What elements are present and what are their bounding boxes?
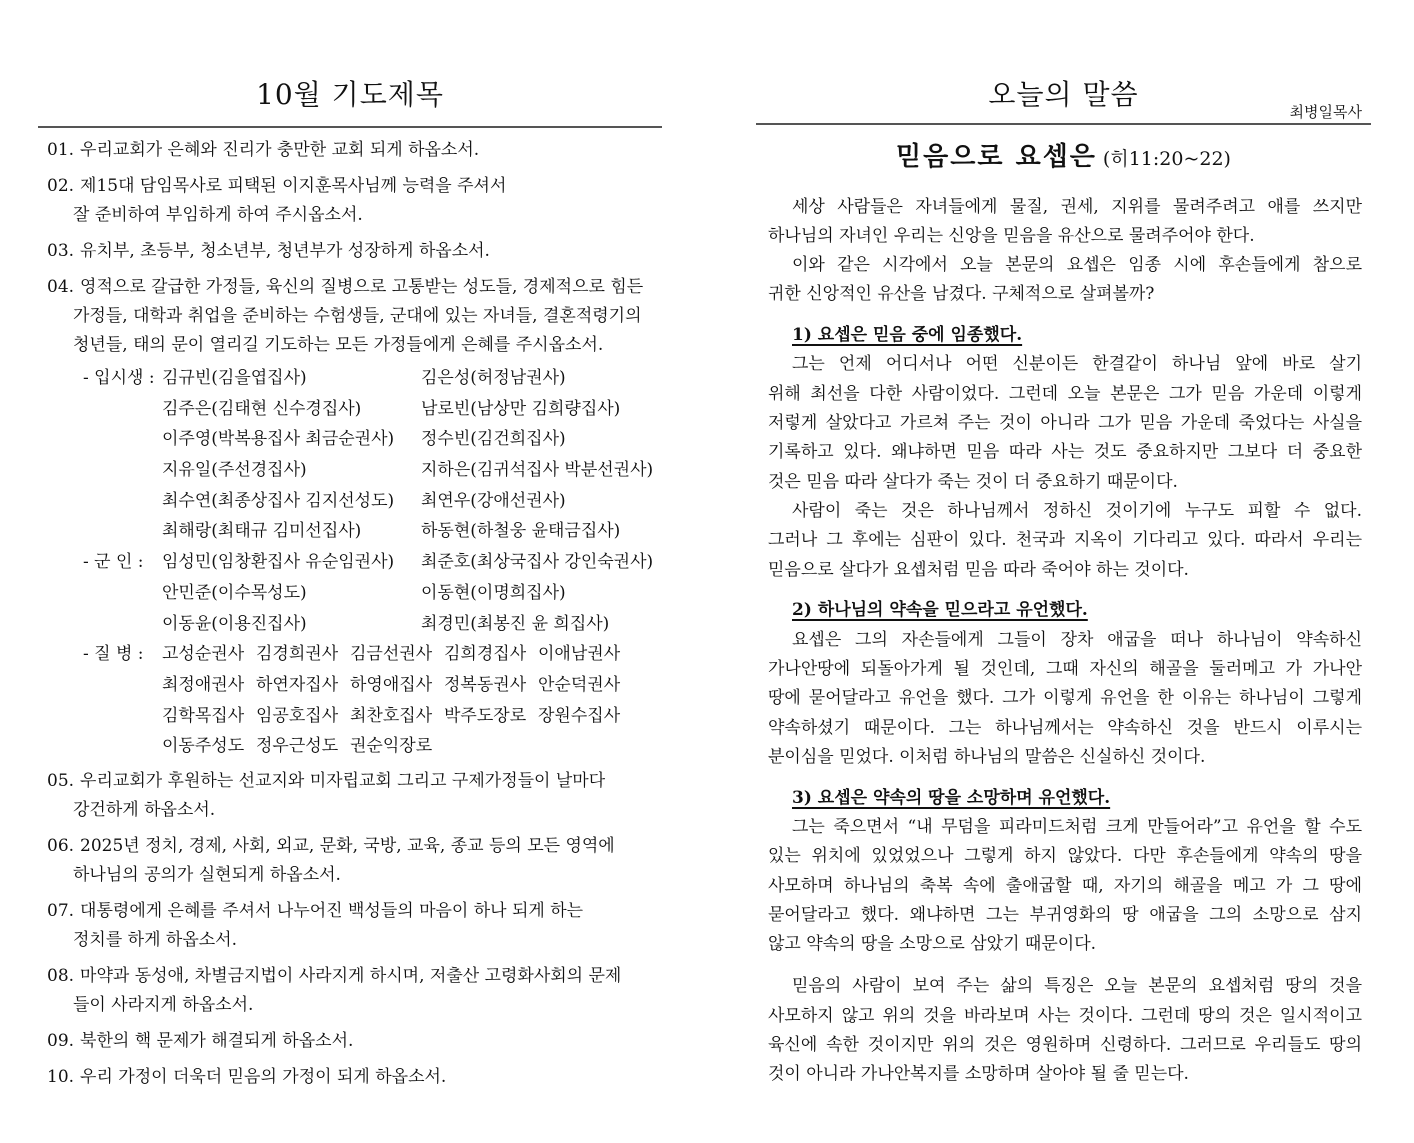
prayer-item: [47, 832, 667, 890]
prayer-item: [47, 136, 667, 165]
sermon-line: 저렇게 살았다고 가르쳐 주는 것이 아니라 그가 믿음 가운데 죽었다는 사실을: [768, 413, 1362, 434]
member-name: 고성순권사: [162, 644, 245, 665]
prayer-line: [47, 962, 667, 991]
prayer-text: 하나님의 공의가 실현되게 하옵소서.: [73, 864, 341, 885]
group-row: [47, 609, 667, 640]
prayer-text: 마약과 동성애, 차별금지법이 사라지게 하시며, 저출산 고령화사회의 문제: [80, 965, 622, 986]
group-label: [83, 455, 162, 486]
scripture-reference: (히11:20~22): [1102, 148, 1231, 170]
member-name: 지유일(주선경집사): [162, 460, 307, 481]
member-name: 최준호(최상국집사 강인숙권사): [421, 552, 654, 573]
group-row: [47, 731, 667, 762]
sermon-line: 묻어달라고 했다. 왜냐하면 그는 부귀영화의 땅 애굽을 그의 소망으로 삼지: [768, 904, 1362, 925]
prayer-item: [47, 273, 667, 762]
prayer-text: 청년들, 태의 문이 열리길 기도하는 모든 가정들에게 은혜를 주시옵소서.: [73, 335, 604, 355]
item-number: 07.: [47, 900, 75, 921]
item-number: 04.: [47, 277, 75, 297]
group-row: [47, 455, 667, 486]
point-heading: 1) 요셉은 믿음 중에 임종했다.: [792, 325, 1023, 346]
item-number: 06.: [47, 835, 75, 856]
prayer-line: [47, 273, 667, 302]
group-label: - 입시생 :: [83, 368, 155, 388]
member-name: 최수연(최종상집사 김지선성도): [162, 490, 395, 511]
prayer-text: 대통령에게 은혜를 주셔서 나누어진 백성들의 마음이 하나 되게 하는: [80, 900, 584, 921]
member-name: 이애남권사: [538, 644, 621, 665]
prayer-line: [47, 331, 667, 360]
member-name: 권순익장로: [350, 736, 433, 757]
sermon-line: 귀한 신앙적인 유산을 남겼다. 구체적으로 살펴볼까?: [768, 284, 1155, 305]
item-number: 10.: [47, 1066, 75, 1087]
member-name: 장원수집사: [538, 705, 621, 726]
prayer-topics-list: [47, 136, 667, 1099]
group-row: [47, 547, 667, 578]
member-name: 정우근성도: [256, 736, 339, 757]
prayer-text: 가정들, 대학과 취업을 준비하는 수험생들, 군대에 있는 자녀들, 결혼적령기의: [73, 306, 642, 326]
item-number: 02.: [47, 176, 75, 196]
member-name: 김은성(허정남권사): [421, 368, 566, 388]
prayer-group: [47, 363, 667, 547]
prayer-name-groups: [47, 363, 667, 762]
member-name: 최정애권사: [162, 674, 245, 695]
member-name: 최경민(최봉진 윤 희집사): [421, 613, 610, 634]
sermon-point: [768, 784, 1362, 960]
sermon-line: 사람이 죽는 것은 하나님께서 정하신 것이기에 누구도 피할 수 없다.: [792, 500, 1362, 521]
sermon-line: 사모하며 하나님의 축복 속에 출애굽할 때, 자기의 해골을 메고 가 그 땅에: [768, 875, 1362, 896]
group-row: [47, 394, 667, 425]
group-label: [83, 394, 162, 425]
conclusion-paragraph: [768, 972, 1362, 1089]
prayer-item: [47, 1027, 667, 1056]
group-label: [83, 516, 162, 547]
group-label: [83, 731, 162, 762]
sermon-line: 그러나 그 후에는 심판이 있다. 천국과 지옥이 기다리고 있다. 따라서 우리는: [768, 530, 1362, 551]
right-title-divider: [756, 123, 1371, 125]
member-name: 김주은(김태현 신수경집사): [162, 398, 362, 419]
prayer-text: 2025년 정치, 경제, 사회, 외교, 문화, 국방, 교육, 종교 등의 모든 영역에: [80, 835, 615, 856]
member-name: 임성민(임창환집사 유순임권사): [162, 552, 395, 573]
member-name: 김규빈(김을엽집사): [162, 368, 307, 388]
sermon-line: 약속하셨기 때문이다. 그는 하나님께서는 약속하신 것을 반드시 이루시는: [768, 717, 1362, 738]
member-name: 최찬호집사: [350, 705, 433, 726]
sermon-line: 분이심을 믿었다. 이처럼 하나님의 말씀은 신실하신 것이다.: [768, 746, 1206, 767]
point-heading: 3) 요셉은 약속의 땅을 소망하며 유언했다.: [792, 787, 1111, 808]
sermon-line: 것은 믿음 따라 살다가 죽는 것이 더 중요하기 때문이다.: [768, 471, 1178, 492]
sermon-line: 세상 사람들은 자녀들에게 물질, 권세, 지위를 물려주려고 애를 쓰지만: [792, 196, 1362, 217]
item-number: 05.: [47, 770, 75, 791]
group-label: - 군 인 :: [83, 552, 144, 573]
prayer-line: [47, 832, 667, 861]
sermon-line: 믿음으로 살다가 요셉처럼 믿음 따라 죽어야 하는 것이다.: [768, 559, 1189, 580]
point-paragraph: [768, 350, 1362, 496]
member-name: 정수빈(김건희집사): [421, 429, 566, 450]
sermon-header: [756, 140, 1371, 174]
group-row: [47, 363, 667, 394]
prayer-text: 우리교회가 은혜와 진리가 충만한 교회 되게 하옵소서.: [80, 140, 480, 160]
prayer-text: 우리 가정이 더욱더 믿음의 가정이 되게 하옵소서.: [80, 1066, 447, 1087]
member-name: 김학목집사: [162, 705, 245, 726]
sermon-line: 가나안땅에 되돌아가게 될 것인데, 그때 자신의 해골을 둘러메고 가 가나안: [768, 658, 1362, 679]
intro-paragraph: [768, 251, 1362, 310]
group-row: [47, 701, 667, 732]
group-row: [47, 516, 667, 547]
prayer-line: [47, 796, 667, 825]
prayer-line: [47, 201, 667, 230]
prayer-text: 북한의 핵 문제가 해결되게 하옵소서.: [80, 1030, 354, 1051]
member-name: 하동현(하철웅 윤태금집사): [421, 521, 621, 542]
sermon-line: 그는 죽으면서 “내 무덤을 피라미드처럼 크게 만들어라”고 유언을 할 수도: [792, 816, 1362, 837]
prayer-group: [47, 639, 667, 762]
group-label: [83, 701, 162, 732]
sermon-author: 최병일목사: [1289, 103, 1362, 121]
prayer-line: [47, 302, 667, 331]
prayer-line: [47, 861, 667, 890]
group-label: [83, 424, 162, 455]
sermon-line: 하나님의 자녀인 우리는 신앙을 믿음을 유산으로 물려주어야 한다.: [768, 225, 1255, 246]
prayer-text: 강건하게 하옵소서.: [73, 799, 216, 820]
member-name: 정복동권사: [444, 674, 527, 695]
group-row: [47, 486, 667, 517]
sermon-line: 사모하지 않고 위의 것을 바라보며 사는 것이다. 그런데 땅의 것은 일시적이고: [768, 1005, 1362, 1026]
prayer-item: [47, 897, 667, 955]
prayer-item: [47, 237, 667, 266]
member-name: 최해랑(최태규 김미선집사): [162, 521, 362, 542]
member-name: 하영애집사: [350, 674, 433, 695]
prayer-text: 유치부, 초등부, 청소년부, 청년부가 성장하게 하옵소서.: [80, 241, 490, 261]
todays-word-title: 오늘의 말씀: [988, 78, 1139, 111]
item-number: 01.: [47, 140, 75, 160]
sermon-line: 그는 언제 어디서나 어떤 신분이든 한결같이 하나님 앞에 바로 살기: [792, 354, 1362, 375]
sermon-line: 것이 아니라 가나안복지를 소망하며 살아야 될 줄 믿는다.: [768, 1064, 1189, 1085]
point-paragraph: [768, 813, 1362, 959]
sermon-line: 기록하고 있다. 왜냐하면 믿음 따라 사는 것도 중요하지만 그보다 더 중요한: [768, 442, 1362, 463]
prayer-line: [47, 991, 667, 1020]
member-name: 김희경집사: [444, 644, 527, 665]
prayer-item: [47, 962, 667, 1020]
prayer-line: [47, 926, 667, 955]
sermon-line: 믿음의 사람이 보여 주는 삶의 특징은 오늘 본문의 요셉처럼 땅의 것을: [792, 976, 1362, 997]
prayer-item: [47, 172, 667, 230]
sermon-body: [768, 193, 1362, 1090]
prayer-item: [47, 767, 667, 825]
intro-paragraph: [768, 193, 1362, 252]
group-label: [83, 578, 162, 609]
group-label: [83, 486, 162, 517]
prayer-topics-title: 10월 기도제목: [256, 78, 444, 111]
sermon-title: 믿음으로 요셉은: [896, 142, 1097, 172]
group-label: [83, 670, 162, 701]
sermon-line: 요셉은 그의 자손들에게 그들이 장차 애굽을 떠나 하나님이 약속하신: [792, 629, 1362, 650]
prayer-group: [47, 547, 667, 639]
member-name: 하연자집사: [256, 674, 339, 695]
prayer-text: 정치를 하게 하옵소서.: [73, 929, 238, 950]
member-name: 이동주성도: [162, 736, 245, 757]
sermon-line: 않고 약속의 땅을 소망으로 삼았기 때문이다.: [768, 934, 1097, 955]
member-name: 이동윤(이용진집사): [162, 613, 307, 634]
item-number: 03.: [47, 241, 75, 261]
group-label: [83, 609, 162, 640]
member-name: 이동현(이명희집사): [421, 582, 566, 603]
prayer-line: [47, 1027, 667, 1056]
prayer-line: [47, 1063, 667, 1092]
prayer-line: [47, 172, 667, 201]
member-name: 김경희권사: [256, 644, 339, 665]
prayer-text: 잘 준비하여 부임하게 하여 주시옵소서.: [73, 205, 363, 225]
prayer-line: [47, 237, 667, 266]
prayer-line: [47, 136, 667, 165]
member-name: 안순덕권사: [538, 674, 621, 695]
member-name: 지하은(김귀석집사 박분선권사): [421, 460, 654, 481]
prayer-line: [47, 897, 667, 926]
group-row: [47, 578, 667, 609]
sermon-point: [768, 321, 1362, 585]
group-row: [47, 639, 667, 670]
group-row: [47, 424, 667, 455]
sermon-line: 위해 최선을 다한 사람이었다. 그런데 오늘 본문은 그가 믿음 가운데 이렇게: [768, 383, 1362, 404]
prayer-text: 제15대 담임목사로 피택된 이지훈목사님께 능력을 주셔서: [80, 176, 507, 196]
member-name: 김금선권사: [350, 644, 433, 665]
item-number: 09.: [47, 1030, 75, 1051]
sermon-line: 이와 같은 시각에서 오늘 본문의 요셉은 임종 시에 후손들에게 참으로: [792, 255, 1362, 276]
point-paragraph: [768, 497, 1362, 585]
prayer-line: [47, 767, 667, 796]
sermon-line: 땅에 묻어달라고 유언을 했다. 그가 이렇게 유언을 한 이유는 하나님이 그렇게: [768, 688, 1362, 709]
sermon-line: 육신에 속한 것이지만 위의 것은 영원하며 신령하다. 그러므로 우리들도 땅의: [768, 1035, 1362, 1056]
member-name: 이주영(박복용집사 최금순권사): [162, 429, 395, 450]
prayer-text: 영적으로 갈급한 가정들, 육신의 질병으로 고통받는 성도들, 경제적으로 힘든: [80, 277, 644, 297]
point-paragraph: [768, 626, 1362, 772]
group-label: - 질 병 :: [83, 644, 144, 665]
prayer-text: 우리교회가 후원하는 선교지와 미자립교회 그리고 구제가정들이 날마다: [80, 770, 606, 791]
member-name: 최연우(강애선권사): [421, 490, 566, 511]
point-heading: 2) 하나님의 약속을 믿으라고 유언했다.: [792, 600, 1088, 621]
left-title-divider: [38, 126, 662, 128]
group-row: [47, 670, 667, 701]
sermon-line: 있는 위치에 있었었으나 그렇게 하지 않았다. 다만 후손들에게 약속의 땅을: [768, 846, 1362, 867]
item-number: 08.: [47, 965, 75, 986]
member-name: 박주도장로: [444, 705, 527, 726]
member-name: 임공호집사: [256, 705, 339, 726]
member-name: 남로빈(남상만 김희량집사): [421, 398, 621, 419]
sermon-point: [768, 596, 1362, 772]
prayer-text: 들이 사라지게 하옵소서.: [73, 994, 254, 1015]
prayer-item: [47, 1063, 667, 1092]
member-name: 안민준(이수목성도): [162, 582, 307, 603]
